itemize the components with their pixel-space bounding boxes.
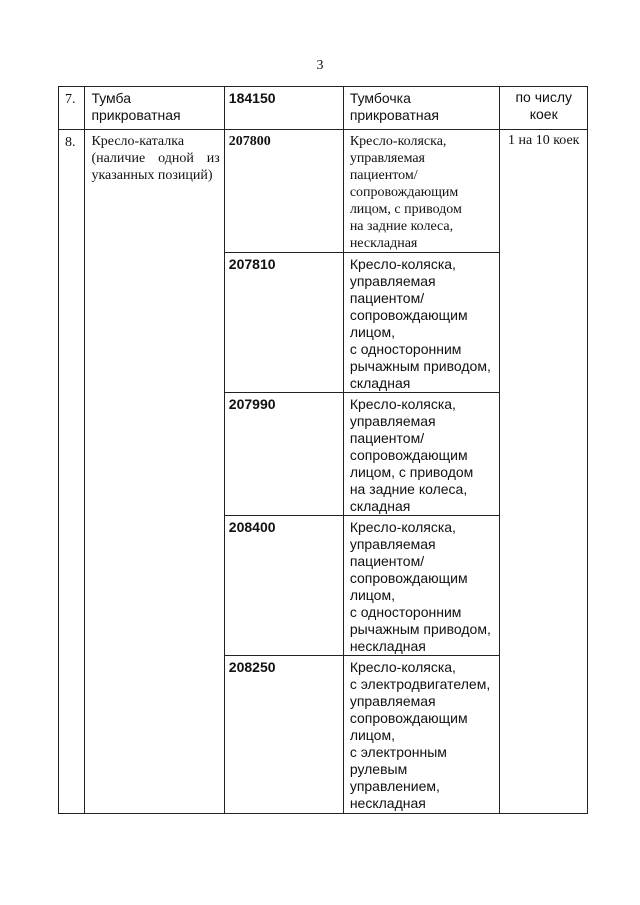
table-row [59,87,588,130]
page-number: 3 [316,58,324,73]
row-number: 8. [59,130,85,814]
item-code: 184150 [224,87,343,130]
item-description: Кресло-коляска, управляемая пациентом/ сопровождающим лицом, с односторонним рычажным приводом, складная [343,253,500,393]
item-quantity: по числу коек [500,87,588,130]
item-quantity: 1 на 10 коек [500,130,588,814]
table-row [59,130,588,253]
item-code: 208400 [224,516,343,656]
item-code: 208250 [224,656,343,814]
equipment-table [58,86,588,814]
item-description: Тумбочка прикроватная [343,87,500,130]
item-name: Кресло-каталка (наличие одной из указанных позиций) [85,130,224,814]
item-code: 207990 [224,393,343,516]
item-description: Кресло-коляска, с электродвигателем, управляемая сопровождающим лицом, с электронным рулевым управлением, нескладная [343,656,500,814]
item-description: Кресло-коляска, управляемая пациентом/ сопровождающим лицом, с приводом на задние колеса, нескладная [343,130,500,253]
item-name: Тумба прикроватная [85,87,224,130]
row-number: 7. [59,87,85,130]
item-code: 207800 [224,130,343,253]
item-description: Кресло-коляска, управляемая пациентом/ сопровождающим лицом, с односторонним рычажным приводом, нескладная [343,516,500,656]
item-code: 207810 [224,253,343,393]
item-description: Кресло-коляска, управляемая пациентом/ сопровождающим лицом, с приводом на задние колеса, складная [343,393,500,516]
